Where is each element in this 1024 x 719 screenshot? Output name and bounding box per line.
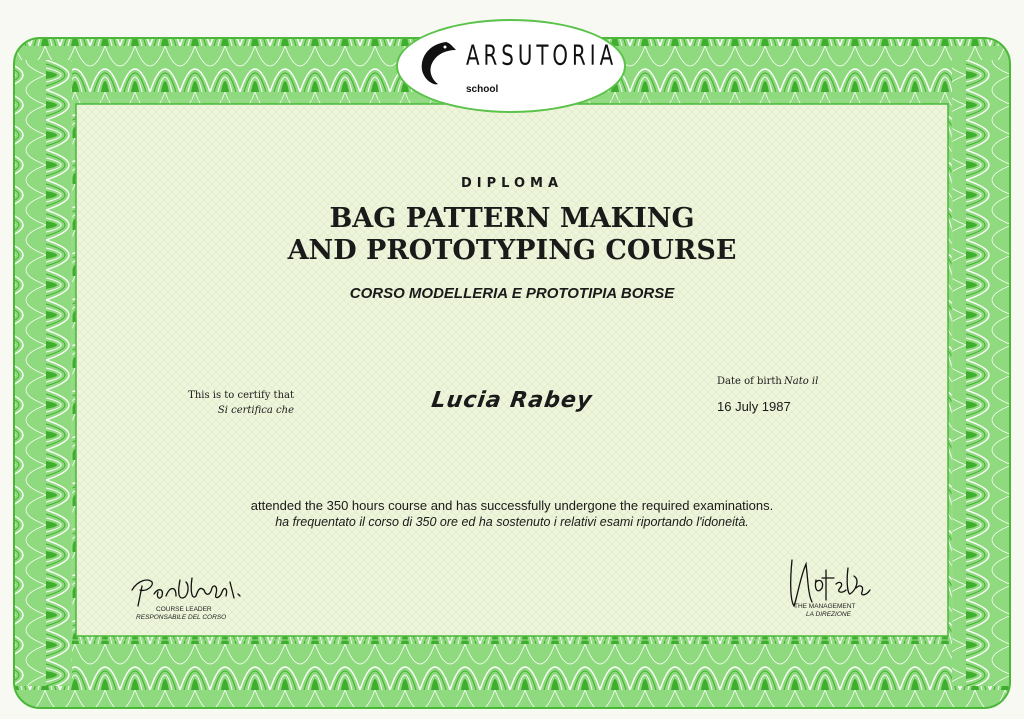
statement-italian: ha frequentato il corso di 350 ore ed ha sostenuto i relativi esami riportando l'idoneità. [275, 515, 749, 529]
course-title-line2: AND PROTOTYPING COURSE [287, 235, 737, 266]
date-of-birth-label: Date of birth [717, 376, 782, 387]
course-leader-signature [126, 572, 250, 608]
statement-english: attended the 350 hours course and has successfully undergone the required examinations. [250, 498, 774, 513]
management-role: THE MANAGEMENT [794, 603, 856, 610]
certify-text-italian: Si certifica che [217, 405, 294, 416]
recipient-name: Lucia Rabey [429, 388, 595, 413]
course-title-line1: BAG PATTERN MAKING [329, 203, 695, 234]
course-leader-role: COURSE LEADER [156, 606, 212, 613]
certify-text-english: This is to certify that [188, 390, 294, 401]
brand-subtitle: school [466, 84, 499, 95]
course-subtitle-italian: CORSO MODELLERIA E PROTOTIPIA BORSE [349, 285, 675, 302]
diploma-label: DIPLOMA [460, 176, 564, 191]
date-of-birth-value: 16 July 1987 [717, 399, 791, 414]
date-of-birth-label-italian: Nato il [784, 376, 819, 387]
bird-logo-icon [416, 40, 460, 86]
brand-name: ARSUTORIA [466, 40, 618, 73]
management-role-italian: LA DIREZIONE [806, 611, 851, 618]
course-leader-role-italian: RESPONSABILE DEL CORSO [136, 614, 227, 621]
